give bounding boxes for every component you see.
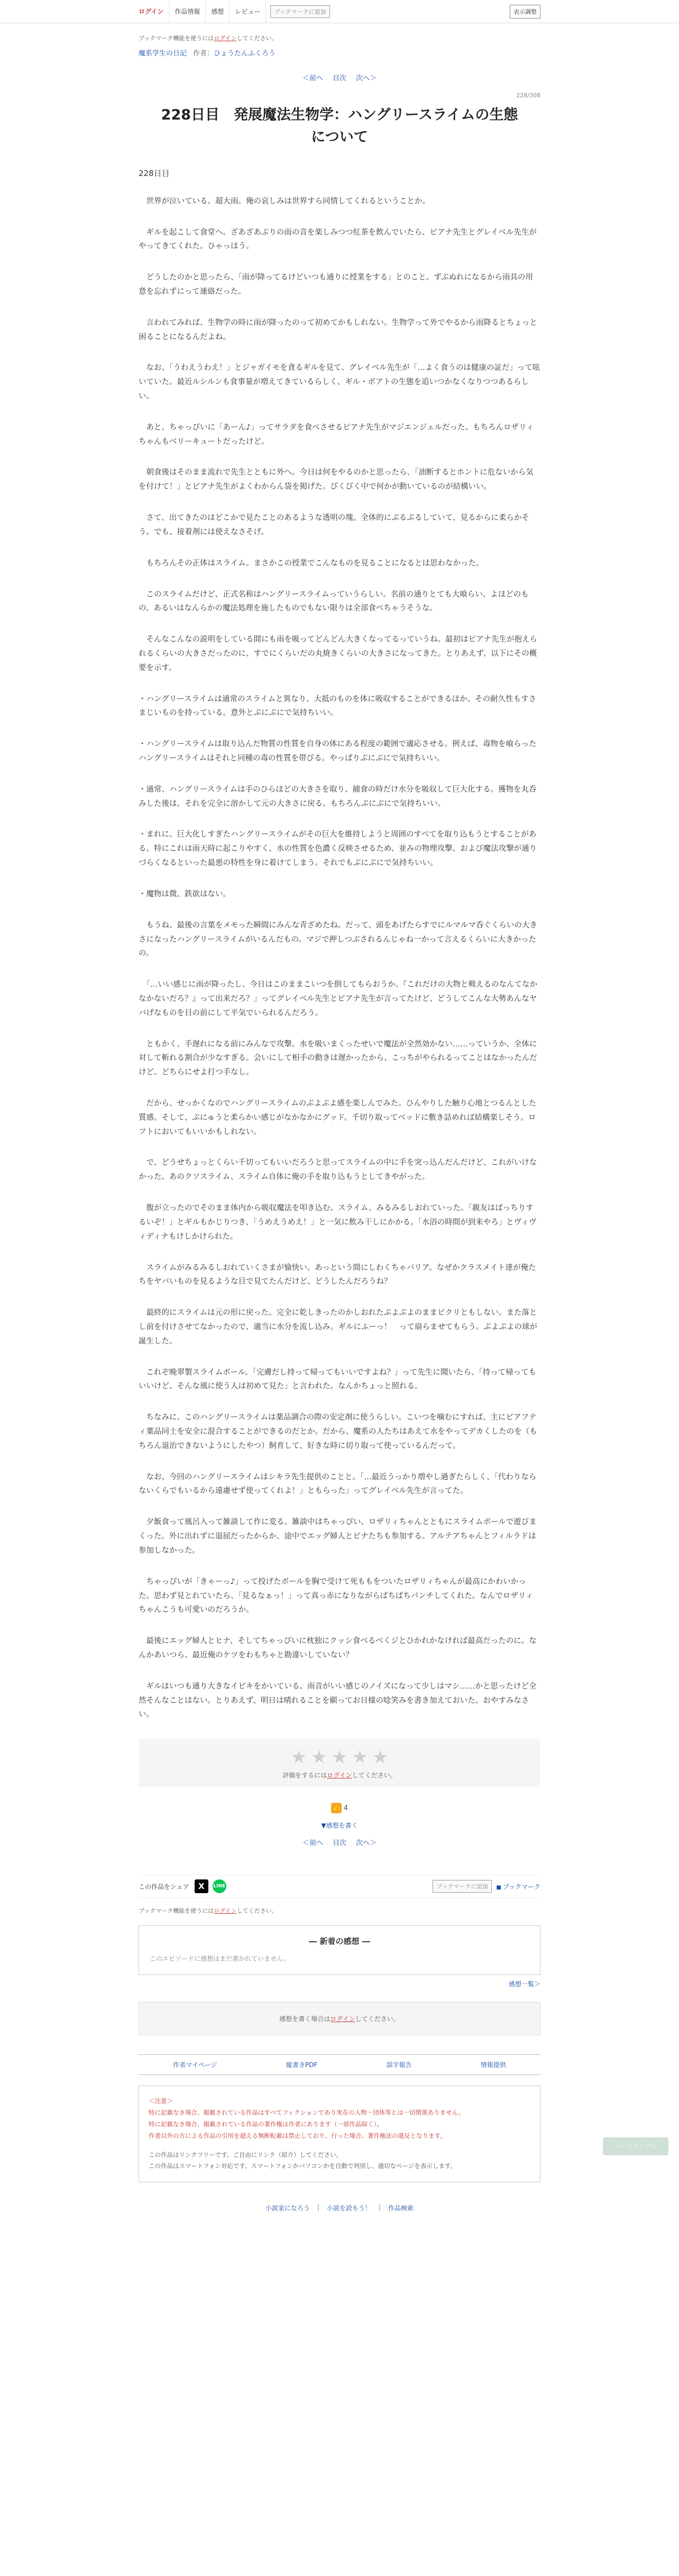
- body-paragraph: 「…いい感じに雨が降ったし、今日はこのままこいつを倒してもらおうか。『これだけの大物と戦えるのなんてなかなかないだろ？』って出来だろ？」ってグレイベル先生とピアナ先生が言ってたけど、どうしてこんな大勢あんなヤバげなものを目の前にして平気でいられるんだろう。: [139, 980, 537, 1017]
- body-paragraph: 最後にエッグ婦人とヒナ、そしてちゃっぴいに枕独にクッシ食べるべくジとひかれかなければ最高だったのに。なんかあいつら、最近俺のケツをわもちゃと勘違いしていない？: [139, 1637, 537, 1660]
- bookmark-notice-bottom: [139, 1898, 540, 1925]
- notice-login-link[interactable]: ログイン: [214, 35, 237, 42]
- info-report-link[interactable]: 情報提供: [480, 2061, 506, 2069]
- share-right: [433, 1880, 540, 1893]
- rating-login-link[interactable]: ログイン: [327, 1772, 352, 1780]
- reviews-more-link[interactable]: 感想一覧＞: [508, 1980, 540, 1988]
- page-top-button[interactable]: ページトップへ: [603, 2137, 668, 2155]
- rating-star-icon[interactable]: ★: [372, 1747, 389, 1768]
- share-row: [139, 1875, 540, 1898]
- caution-line: 特に記載なき場合、掲載されている作品の著作権は作者にあります（一部作品除く）。: [149, 2120, 383, 2128]
- bookmark-add-button[interactable]: ブックマークに追加: [270, 5, 329, 18]
- body-paragraph: そんなこんなの説明をしている間にも雨を吸ってどんどん大きくなってるっていうね。最初はピアナ先生が抱えられるくらいの大きさだったのに、すでにくらいだの丸焼きくらいの大きさになってきた。とりあえず、以下にその概要を示す。: [139, 635, 537, 672]
- notice-text: してください。: [236, 1907, 278, 1915]
- chapter-count: 228/308: [516, 92, 540, 99]
- footer-links: 小説家になろう | 小説を読もう！ | 作品検索: [265, 2203, 414, 2212]
- vertical-pdf-link[interactable]: 縦書きPDF: [286, 2061, 318, 2069]
- rating-note-text: 評価をするには: [282, 1772, 327, 1780]
- author-link[interactable]: ひょうたんふくろう: [214, 50, 276, 58]
- notice-text: してください。: [236, 35, 278, 42]
- rating-note: [139, 1766, 540, 1780]
- body-paragraph: スライムがみるみるしおれていくさまが愉快い。あっという間にしわくちゃバリア。なぜかクラスメイト達が俺たちをヤバいものを見るような目で見てたんだけど、どうしたんだろうね？: [139, 1263, 536, 1286]
- thumbs-up-icon: [331, 1803, 342, 1813]
- typo-report-link[interactable]: 誤字報告: [386, 2061, 412, 2069]
- top-bar: [0, 0, 679, 23]
- body-paragraph: ・ハングリースライムは通常のスライムと異なり、大抵のものを体に吸収することができるほか、その耐久性もすさまじいものを持っている。意外とぷにぷにで気持ちいい。: [139, 694, 537, 718]
- x-share-icon[interactable]: X: [195, 1879, 208, 1893]
- rating-star-icon[interactable]: ★: [290, 1747, 307, 1768]
- caution-info-line: この作品はスマートフォン対応です。スマートフォンかパソコンかを自動で判別し、適切なページを表示します。: [149, 2162, 456, 2170]
- login-link[interactable]: ログイン: [139, 0, 169, 23]
- notice-login-link-bottom[interactable]: ログイン: [214, 1907, 237, 1915]
- caution-line: 特に記載なき場合、掲載されている作品はすべてフィクションであり実在の人物・団体等とは一切関係ありません。: [149, 2109, 465, 2117]
- bottom-links: [139, 2054, 540, 2075]
- rating-star-icon[interactable]: ★: [352, 1747, 368, 1768]
- write-login-box: [139, 2002, 540, 2035]
- rating-box: [139, 1739, 540, 1787]
- body-paragraph: ギルはいつも通り大きなイビキをかいている。雨音がいい感じのノイズになって少しはマシ……かと思ったけど全然そんなことはない。とりあえず、明日は晴れることを願ってお日様の唸笑みを書き加えておいた。おやすみなさい。: [139, 1682, 537, 1719]
- notice-text: ブックマーク機能を使うには: [139, 35, 214, 42]
- body-paragraph: 世界が泣いている。超大雨。俺の哀しみは世界すら同情してくれるということか。: [139, 197, 430, 206]
- like-count: 4: [343, 1804, 348, 1812]
- body-paragraph: これぞ晩翠製スライムボール。「完膚だし持って帰ってもいいですよね？」って先生に聞いたら、「持って帰ってもいいけど、そんな風に使う人は初めて見た」と言われた。なんかちょっと照れる。: [139, 1368, 537, 1391]
- caution-line: 作者以外の方による作品の引用を超える無断転載は禁止しており、行った場合、著作権法の違反となります。: [149, 2132, 446, 2139]
- body-paragraph: このスライムだけど、正式名称はハングリースライムっていうらしい。名前の通りとても大喰らい。よほどのもの、あるいはなんらかの魔法処理を施したものでもない限りは全部食べちゃうそうな。: [139, 590, 529, 613]
- body-paragraph: だから、せっかくなのでハングリースライムのぷよぷよ感を楽しんでみた。ひんやりした触り心地とつるんとした質感。そして、ぷにゅうと柔らかい感じがなかなかにグッド。千切り取ってベッドに敷き詰めれば結構楽しそう。ロフトにおいてもいいかもしれない。: [139, 1099, 536, 1136]
- series-link[interactable]: 魔系学生の日記: [139, 50, 187, 58]
- novel-meta: [139, 44, 540, 61]
- toc-link[interactable]: 目次: [332, 1839, 346, 1848]
- write-login-text: してください。: [355, 2015, 400, 2023]
- prev-link[interactable]: ＜前へ: [302, 1839, 323, 1848]
- share-label: この作品をシェア: [139, 1883, 189, 1891]
- bookmark-notice: [139, 23, 540, 44]
- reviews-box: [139, 1925, 540, 1975]
- body-paragraph: ギルを起こして食堂へ。ざあざあぶりの雨の音を楽しみつつ紅茶を飲んでいたら、ピアナ先生とグレイベル先生がやってきてくれた。ひゃっほう。: [139, 228, 537, 251]
- body-paragraph: さて、出てきたのはどこかで見たことのあるような透明の塊。全体的にぷるぷるしていて、見るからに柔らかそう。でも、接着剤には使えなさそげ。: [139, 514, 529, 536]
- next-link[interactable]: 次へ＞: [356, 1839, 377, 1848]
- pager-top: [139, 61, 540, 92]
- prev-link[interactable]: ＜前へ: [302, 75, 323, 82]
- rating-star-icon[interactable]: ★: [331, 1747, 348, 1768]
- body-paragraph: あと、ちゃっぴいに「あーん♪」ってサラダを食べさせるピアナ先生がマジエンジェルだった。もちろんロザリィちゃんもベリーキュートだったけど。: [139, 423, 534, 446]
- rating-note-text: してください。: [352, 1772, 397, 1780]
- body-paragraph: ・まれに、巨大化しすぎたハングリースライムがその巨大を維持しようと周囲のすべてを取り込もうとすることがある。特にこれは雨天時に起こりやすく、水の性質を色濃く反映させるため、並みの物理攻撃、および魔法攻撃が通りづらくなるといった最悪の特性を身に着けてしまう。それでもぷにぷにで気持ちいい。: [139, 830, 537, 868]
- rating-stars: [139, 1748, 540, 1766]
- write-login-link[interactable]: ログイン: [330, 2015, 355, 2023]
- footer-link-search[interactable]: 作品検索: [388, 2204, 414, 2212]
- body-paragraph: ・魔物は微。鉄欲はない。: [139, 889, 231, 898]
- caution-box: [139, 2086, 540, 2182]
- author-mypage-link[interactable]: 作者マイページ: [173, 2061, 217, 2069]
- body-paragraph: 言われてみれば、生物学の時に雨が降ったのって初めてかもしれない。生物学って外でやるから雨降るとちょっと困ることになるんだよね。: [139, 318, 537, 341]
- like-area: [139, 1787, 540, 1815]
- body-paragraph: もうね、最後の言葉をメモった瞬間にみんな青ざめたね。だって、頭をあげたらすでにルマルマ呑ぐくらいの大きさになったハングリースライムがいるんだもの。マジで押しつぶされるんじゃね一かって言えるくらいに大きかったの。: [139, 921, 537, 958]
- author-label: 作者：: [193, 50, 214, 58]
- reviews-empty-text: このエピソードに感想はまだ書かれていません。: [150, 1955, 290, 1963]
- nav-item-work-info[interactable]: 作品情報: [169, 0, 206, 23]
- nav-item-impressions[interactable]: 感想: [206, 0, 230, 23]
- body-paragraph: ちなみに、このハングリースライムは薬品調合の際の安定剤に使うらしい。こいつを噛むにすれば、主にピアフティ薬品同士を安全に混合することができるのだとか。だから、魔系の人たちはあえて水をやってデカくしたのを（もちろん退治できないようにしたやつ）飼育して、好きな時に切り取って使っているんだって。: [139, 1413, 537, 1450]
- rating-star-icon[interactable]: ★: [311, 1747, 327, 1768]
- caution-info-line: この作品はリンクフリーです。ご自由にリンク（紹介）してください。: [149, 2151, 343, 2158]
- body-paragraph: 夕飯食って風呂入って雑談して作に変る。雑談中はちゃっぴい、ロザリィちゃんとともにスライムボールで遊びまくった。外に出れずに退屈だったからか、途中でエッグ婦人とピナたちも参加する。アルテアちゃんとフィルラドは参加しなかった。: [139, 1518, 537, 1555]
- body-paragraph: なお、今回のハングリースライムはシキラ先生提供のことと。「…最近うっかり増やし過ぎたらしく、「代わりならないくらでもいるから遠慮せず使ってくれよ！」ともらった」ってグレイベル先生が言ってた。: [139, 1472, 537, 1496]
- notice-text: ブックマーク機能を使うには: [139, 1907, 214, 1915]
- display-settings-button[interactable]: 表示調整: [510, 5, 540, 18]
- like-button[interactable]: [331, 1803, 348, 1813]
- caution-heading: ＜注意＞: [149, 2097, 173, 2105]
- footer-link-narou[interactable]: 小説家になろう: [265, 2204, 310, 2212]
- body-paragraph: もちろんその正体はスライム。まさかこの授業でこんなものを見ることになるとは思わなかった。: [139, 559, 484, 568]
- pager-bottom: [139, 1830, 540, 1857]
- toc-link[interactable]: 目次: [332, 75, 346, 82]
- main-content: [139, 23, 540, 1857]
- body-paragraph: 朝食後はそのまま流れで先生とともに外へ。今日は何をやるのかと思ったら、「油断するとホントに危ないから気を付けて！」とピアナ先生がよくわからん袋を掲げた。びくびく中で何かが動いているのが結構いい。: [139, 468, 534, 492]
- body-paragraph: ともかく、手遅れになる前にみんなで攻撃。水を吸いまくったせいで魔法が全然効かない……っていうか、全体に対して斬れる割合が少なすぎる。会いにして相手の動きは遅かったから、こっちがやられるってことはなかったんだけど。どちらにせよ打つ手なし。: [139, 1040, 537, 1077]
- body-paragraph: 最終的にスライムは元の形に戻った。完全に乾しきったのかしおれたぷよぷよのままピクリともしない。また落とし前を付けさせてなかったので、適当に水分を流し込み。ギルにふーっ！ って扇らませてもらう。ぷよぷよの球が誕生した。: [139, 1309, 537, 1346]
- reviews-heading: ― 新着の感想 ―: [309, 1936, 370, 1947]
- episode-subtitle: 228日目: [139, 168, 170, 178]
- bookmark-add-button-bottom[interactable]: ブックマークに追加: [433, 1880, 492, 1893]
- body-paragraph: どうしたのかと思ったら、「雨が降ってるけどいつも通りに授業をする」とのこと。ずぶぬれになるから雨具の用意を忘れずにって連絡だった。: [139, 273, 534, 296]
- write-login-text: 感想を書く場合は: [279, 2015, 331, 2023]
- body-paragraph: ちゃっぴいが「きゃーっ♪」って投げたボールを胸で受けて死ももをついたロザリィちゃんが最高にかわいかった。思わず見とれていたら、「見るなぁっ！」って真っ赤になりながらばちばちパンチしてくれた。なんでロザリィちゃんこうも可愛いのだろうか。: [139, 1577, 534, 1615]
- episode-body: [139, 194, 540, 1722]
- footer-link-yomou[interactable]: 小説を読もう！: [326, 2204, 371, 2212]
- share-section: [139, 1875, 540, 2223]
- body-paragraph: 腹が立ったのでそのまま体内から吸収魔法を叩き込む。スライム、みるみるしおれていった。「親友はばっちりするいぞ！」とギルもかじりつき、「うめえうめえ！」と一気に飲み干しにかかる。「水浴の時間が到来やろ」とヴィヴィディナもけしかけられた。: [139, 1204, 537, 1241]
- write-review-link[interactable]: ▼感想を書く: [321, 1822, 358, 1830]
- body-paragraph: で、どうせちょっとくらい千切ってもいいだろうと思ってスライムの中に手を突っ込んだんだけど、これがいけなかった。あのクソスライム、スライム自体に俺の手を取り込もうとしてきやがった。: [139, 1159, 537, 1182]
- nav-item-reviews[interactable]: レビュー: [230, 0, 266, 23]
- body-paragraph: ・ハングリースライムは取り込んだ物質の性質を自身の体にある程度の範囲で適応させる。例えば、毒物を喰らったハングリースライムはそれと同種の毒の性質を帯びる。やっぱりぷにぷにで気持ちいい。: [139, 740, 537, 763]
- bookmark-link[interactable]: ■ ブックマーク: [496, 1882, 540, 1891]
- body-paragraph: ・通常、ハングリースライムは手のひらほどの大きさを取り、捕食の時だけ水分を吸収して巨大化する。獲物を丸呑みした後は、それを完全に溶かして元の大きさに戻る。もちろんぷにぷにで気持ちいい。: [139, 785, 537, 808]
- episode-title: 228日目 発展魔法生物学：ハングリースライムの生態について: [161, 107, 518, 145]
- next-link[interactable]: 次へ＞: [356, 75, 377, 82]
- body-paragraph: なお、「うわえうわえ！」とジャガイモを貪るギルを見て、グレイベル先生が「…よく食うのは健康の証だ」って呟いていた。最近ルシルンも食事量が増えてきているらしく、ギル・ボアトの生態を追いつかなくなりつつあるらしい。: [139, 364, 540, 401]
- line-share-icon[interactable]: LINE: [213, 1879, 226, 1893]
